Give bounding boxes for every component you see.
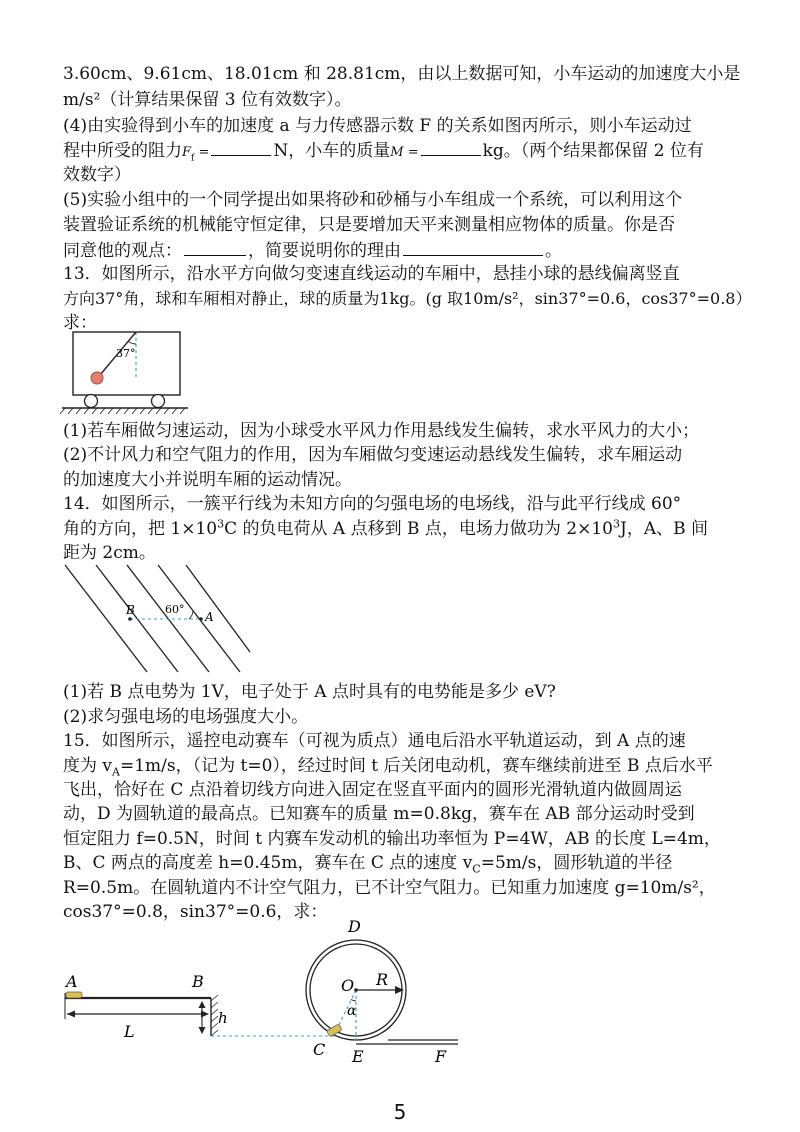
q15-text-line: B、C 两点的高度差 h=0.45m，赛车在 C 点的速度 $v_C=5m/s$，圆形轨道的半径	[63, 853, 673, 876]
point-a	[199, 617, 203, 621]
q14-text-line: 角的方向，把 $1\times 10^3C$ 的负电荷从 A 点移到 B 点，电场力做功为 $2\times 10^3J$，A、B 间	[63, 517, 709, 539]
label-d: D	[348, 917, 361, 936]
label-o: O	[341, 976, 355, 995]
q15-text-line: 飞出，恰好在 C 点沿着切线方向进入固定在竖直平面内的圆形光滑轨道内做圆周运	[63, 780, 682, 800]
q15-text-line: 度为 $v_A=1m/s$，（记为 t=0），经过时间 t 后关闭电动机，赛车继续前进至 B 点后水平	[63, 756, 713, 779]
q15-text-line: cos37°=0.8，sin37°=0.6，求：	[63, 902, 328, 922]
page-number: 5	[393, 1100, 407, 1124]
answer-blank-reason[interactable]	[403, 238, 543, 256]
q12-4-text-line: 程中所受的阻力$F_f = N$，小车的质量M = kg。（两个结果都保留 2 位有	[63, 138, 753, 165]
q14-text-line: 14．如图所示，一簇平行线为未知方向的匀强电场的电场线，沿与此平行线成 60°	[63, 494, 682, 514]
label-b: B	[192, 972, 204, 991]
field-lines	[65, 565, 250, 672]
q13-subquestion-2: (2)不计风力和空气阻力的作用，因为车厢做匀变速运动悬线发生偏转，求车厢运动	[63, 445, 683, 465]
wheel-right	[152, 395, 165, 408]
angle-label: 37°	[116, 347, 136, 360]
label-l: L	[124, 1022, 135, 1041]
answer-blank-resistance[interactable]	[211, 138, 271, 156]
q15-text-line: 恒定阻力 f=0.5N，时间 t 内赛车发动机的输出功率恒为 P=4W，AB 的长度 L=4m，	[63, 829, 721, 849]
label-a: A	[205, 610, 214, 624]
q14-subquestion-2: (2)求匀强电场的电场强度大小。	[63, 707, 309, 727]
label-e: E	[352, 1047, 364, 1066]
angle-label: 60°	[165, 603, 185, 616]
q13-text-line: 13．如图所示，沿水平方向做匀变速直线运动的车厢中，悬挂小球的悬线偏离竖直	[63, 264, 680, 284]
field-lines-diagram	[60, 562, 250, 674]
track-diagram	[58, 915, 468, 1075]
answer-blank-mass[interactable]	[421, 138, 481, 156]
race-car-track-figure	[58, 915, 468, 1075]
label-r: R	[376, 970, 389, 989]
platform-hatch	[211, 995, 218, 1036]
label-h: h	[218, 1009, 228, 1027]
label-a: A	[66, 972, 78, 991]
label-alpha: α	[347, 1003, 357, 1019]
angle-arc	[128, 341, 136, 344]
label-b: B	[126, 603, 135, 617]
q12-5-text-line: 同意他的观点： ，简要说明你的理由 。	[63, 238, 753, 263]
carriage-diagram	[60, 330, 190, 415]
q15-text-line: R=0.5m。在圆轨道内不计空气阻力，已不计空气阻力。已知重力加速度 g=10m/s²，	[63, 878, 716, 898]
race-car-at-a	[66, 992, 82, 998]
q14-subquestion-1: (1)若 B 点电势为 1V，电子处于 A 点时具有的电势能是多少 eV?	[63, 682, 556, 702]
label-f: F	[435, 1047, 447, 1066]
radius-r-arrow	[395, 986, 404, 994]
q13-subquestion-2: 的加速度大小并说明车厢的运动情况。	[63, 470, 352, 490]
carriage-figure	[60, 330, 190, 415]
wheel-left	[85, 395, 98, 408]
ground-hatch	[60, 408, 185, 414]
q12-5-text-line: 装置验证系统的机械能守恒定律，只是要增加天平来测量相应物体的质量。你是否	[63, 215, 675, 235]
electric-field-figure	[60, 562, 250, 674]
h-arrow-up	[199, 1001, 206, 1008]
h-arrow-down	[199, 1027, 206, 1034]
q12-4-text-line: (4)由实验得到小车的加速度 a 与力传感器示数 F 的关系如图丙所示，则小车运动过	[63, 116, 692, 136]
l-arrow-left	[67, 1011, 75, 1018]
q15-text-line: 动，D 为圆轨道的最高点。已知赛车的质量 m=0.8kg，赛车在 AB 部分运动时受到	[63, 804, 695, 824]
q12-5-text-line: (5)实验小组中的一个同学提出如果将砂和砂桶与小车组成一个系统，可以利用这个	[63, 190, 683, 210]
label-c: C	[313, 1040, 326, 1059]
point-b	[128, 617, 132, 621]
q13-subquestion-1: (1)若车厢做匀速运动，因为小球受水平风力作用悬线发生偏转，求水平风力的大小；	[63, 421, 700, 441]
carriage-box	[73, 332, 180, 395]
q12-text-line: 3.60cm、9.61cm、18.01cm 和 28.81cm，由以上数据可知，小车运动的加速度大小是	[63, 64, 741, 84]
q12-text-line: m/s²（计算结果保留 3 位有效数字）。	[63, 90, 352, 110]
q15-text-line: 15．如图所示，遥控电动赛车（可视为质点）通电后沿水平轨道运动，到 A 点的速	[63, 731, 686, 751]
answer-blank-opinion[interactable]	[184, 238, 246, 256]
center-o	[354, 988, 358, 992]
q14-text-line: 距为 2cm。	[63, 543, 156, 563]
angle-arc	[189, 610, 193, 619]
q13-text-line: 求：	[63, 313, 97, 333]
hanging-ball	[91, 372, 103, 384]
q13-text-line: 方向37°角，球和车厢相对静止，球的质量为1kg。(g 取10m/s²，sin37°=0.6，cos37°=0.8）	[63, 289, 752, 308]
q12-4-text-line: 效数字）	[63, 165, 131, 185]
alpha-arc	[351, 1000, 356, 1002]
